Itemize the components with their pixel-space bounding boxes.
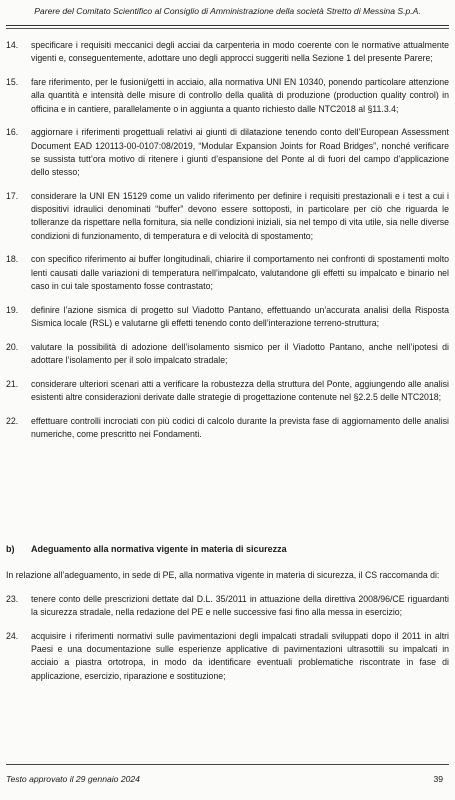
item-number: 16.: [6, 127, 19, 138]
section-intro: In relazione all’adeguamento, in sede di PE, alla normativa vigente in materia di sicurezza, il CS raccomanda di:: [6, 570, 440, 580]
item-text: con specifico riferimento ai buffer longitudinali, chiarire il comportamento nei confronti di spostamenti molto lenti causati dalle variazioni di temperatura nell’impalcato, valutandone gli effetti su impalcato e binario nel caso in cui tale spostamento fosse contrastato;: [31, 254, 449, 292]
list-item: [6, 415, 449, 442]
list-item: [6, 341, 449, 368]
item-number: 17.: [6, 190, 19, 201]
list-item: [6, 253, 449, 293]
item-text: effettuare controlli incrociati con più codici di calcolo durante la prevista fase di aggiornamento delle analisi numeriche, come prescritto nei Fondamenti.: [31, 415, 449, 439]
item-number: 18.: [6, 254, 19, 265]
item-number: 22.: [6, 415, 19, 426]
recommendation-list: [6, 39, 449, 452]
item-text: valutare la possibilità di adozione dell’isolamento sismico per il Viadotto Pantano, anche nell’ipotesi di adottare l’isolamento per il solo impalcato stradale;: [31, 341, 449, 365]
item-number: 23.: [6, 593, 19, 604]
list-item: [6, 39, 449, 66]
item-number: 19.: [6, 304, 19, 315]
item-number: 24.: [6, 630, 19, 641]
list-item: [6, 126, 449, 179]
item-number: 21.: [6, 378, 19, 389]
item-text: specificare i requisiti meccanici degli acciai da carpenteria in modo coerente con le normative attualmente vigenti e, conseguentemente, adottare uno degli approcci suggeriti nella Sezione 1 del presente Parere;: [31, 40, 449, 64]
item-text: considerare la UNI EN 15129 come un valido riferimento per definire i requisiti prestazionali e i test a cui i dispositivi idraulici denominati “buffer” devono essere sottoposti, in particolare per ciò che riguarda le tolleranze da rispettare nella fornitura, sia nelle condizioni iniziali, sia nel tempo di vita utile, sia nelle diverse condizioni di funzionamento, di temperatura e di velocità di spostamento;: [31, 190, 449, 241]
page-header: Parere del Comitato Scientifico al Consiglio di Amministrazione della società Stretto di Messina S.p.A.: [34, 6, 421, 16]
item-text: aggiornare i riferimenti progettuali relativi ai giunti di dilatazione tenendo conto dell’European Assessment Document EAD 120113-00-0107:08/2019, “Modular Expansion Joints for Road Bridges”, nonché verificare se sussista tutt’ora motivo di ritenere i giunti d’espansione del Ponte al di fuori del campo d’applicazione dello stesso;: [31, 127, 449, 178]
header-rule-double: [6, 28, 449, 29]
item-text: tenere conto delle prescrizioni dettate dal D.L. 35/2011 in attuazione della direttiva 2008/96/CE riguardanti la sicurezza stradale, nella redazione del PE e nelle successive fasi fino alla messa in esercizio;: [31, 593, 449, 617]
section-b: [6, 543, 449, 693]
list-item: [6, 304, 449, 331]
item-text: definire l’azione sismica di progetto sul Viadotto Pantano, effettuando un’accurata analisi della Risposta Sismica locale (RSL) e valutarne gli effetti tenendo conto dell’interazione terreno-struttura;: [31, 304, 449, 328]
item-number: 15.: [6, 76, 19, 87]
list-item: [6, 190, 449, 243]
item-number: 20.: [6, 341, 19, 352]
list-item: [6, 378, 449, 405]
section-title: Adeguamento alla normativa vigente in materia di sicurezza: [31, 544, 287, 554]
item-text: considerare ulteriori scenari atti a verificare la robustezza della struttura del Ponte, aggiungendo alle analisi esistenti altre considerazioni derivate dalle strategie di progettazione contenute nel §2.2.5 delle NTC2018;: [31, 378, 449, 402]
section-letter: b): [6, 544, 15, 554]
list-item: [6, 593, 449, 620]
section-heading: [6, 543, 449, 556]
item-number: 14.: [6, 40, 19, 50]
list-item: [6, 630, 449, 683]
header-rule: [6, 25, 449, 26]
approval-note: Testo approvato il 29 gennaio 2024: [6, 774, 140, 784]
footer-rule: [6, 764, 449, 765]
list-item: [6, 76, 449, 116]
item-text: acquisire i riferimenti normativi sulle pavimentazioni degli impalcati stradali sviluppati dopo il 2011 in altri Paesi e una documentazione sulle esperienze applicative di pavimentazioni ultrasottili su impalcati in acciaio a piastra ortotropa, in modo da identificare eventuali problematiche riscontrate in fase di applicazione, esercizio, riparazione e sostituzione;: [31, 630, 449, 681]
item-text: fare riferimento, per le fusioni/getti in acciaio, alla normativa UNI EN 10340, ponendo particolare attenzione alla quantità e intensità delle misure di controllo della qualità di produzione (production quality control) in officina e in cantiere, parallelamente o in aggiunta a quanto richiesto dalle NTC2018 al §11.3.4;: [31, 76, 449, 114]
page-number: 39: [433, 774, 443, 784]
